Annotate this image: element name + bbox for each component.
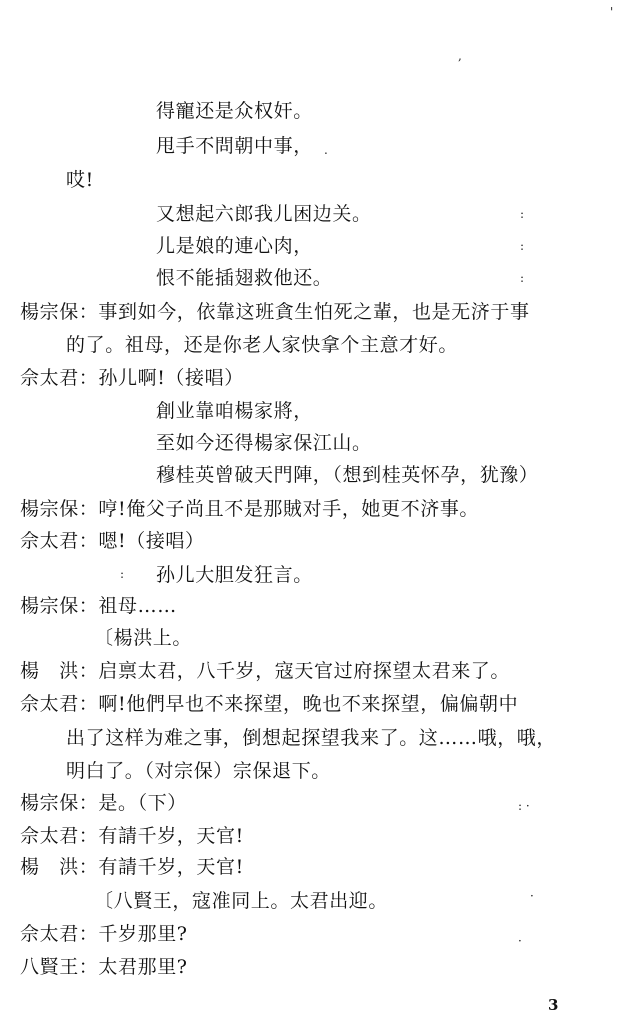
text-line-9: 佘太君：孙儿啊!（接唱） [20,367,244,389]
text-line-26: 佘太君：千岁那里? [20,923,188,945]
text-line-1: 得寵还是众权奸。 [156,100,313,122]
text-line-2: 甩手不問朝中事， [156,135,313,157]
scan-speck: ' [610,5,614,19]
text-line-25: 〔八賢王，寇准同上。太君出迎。 [94,890,389,912]
text-line-11: 至如今还得楊家保江山。 [156,432,372,454]
page-number: 3 [548,996,559,1014]
text-line-12: 穆桂英曾破天門陣，（想到桂英怀孕，犹豫） [156,464,539,486]
text-line-15: 孙儿大胆发狂言。 [156,564,313,586]
text-line-22: 楊宗保：是。（下） [20,792,187,814]
scan-speck: : [520,239,525,253]
scan-speck: . [324,143,328,157]
text-line-14: 佘太君：嗯!（接唱） [20,530,205,552]
text-line-20: 出了这样为难之事，倒想起探望我来了。这……哦，哦， [66,727,557,749]
text-line-19: 佘太君：啊!他們早也不来探望，晚也不来探望，偏偏朝中 [20,693,519,715]
text-line-8: 的了。祖母，还是你老人家快拿个主意才好。 [66,334,459,356]
text-line-23: 佘太君：有請千岁，天官! [20,825,244,847]
scan-speck: , [458,49,462,63]
scan-speck: : [520,207,525,221]
scan-speck: : · [518,799,530,813]
text-line-17: 〔楊洪上。 [94,627,193,649]
text-line-7: 楊宗保：事到如今，依靠这班貪生怕死之輩，也是无济于事 [20,301,530,323]
text-line-24: 楊 洪：有請千岁，天官! [20,856,244,878]
text-line-27: 八賢王：太君那里? [20,956,188,978]
text-line-3: 哎! [66,169,94,191]
scan-speck: · [530,889,534,903]
text-line-4: 又想起六郎我儿困边关。 [156,203,372,225]
scan-speck: · [518,934,522,948]
scan-speck: : [120,567,125,581]
text-line-21: 明白了。（对宗保）宗保退下。 [66,760,331,782]
text-line-13: 楊宗保：哼!俺父子尚且不是那賊对手，她更不济事。 [20,498,480,520]
text-line-6: 恨不能插翅救他还。 [156,267,333,289]
scan-speck: : [520,271,525,285]
text-line-18: 楊 洪：启禀太君，八千岁，寇天官过府探望太君来了。 [20,660,511,682]
text-line-16: 楊宗保：祖母…… [20,595,177,617]
text-line-10: 創业靠咱楊家將， [156,400,313,422]
text-line-5: 儿是娘的連心肉， [156,235,313,257]
